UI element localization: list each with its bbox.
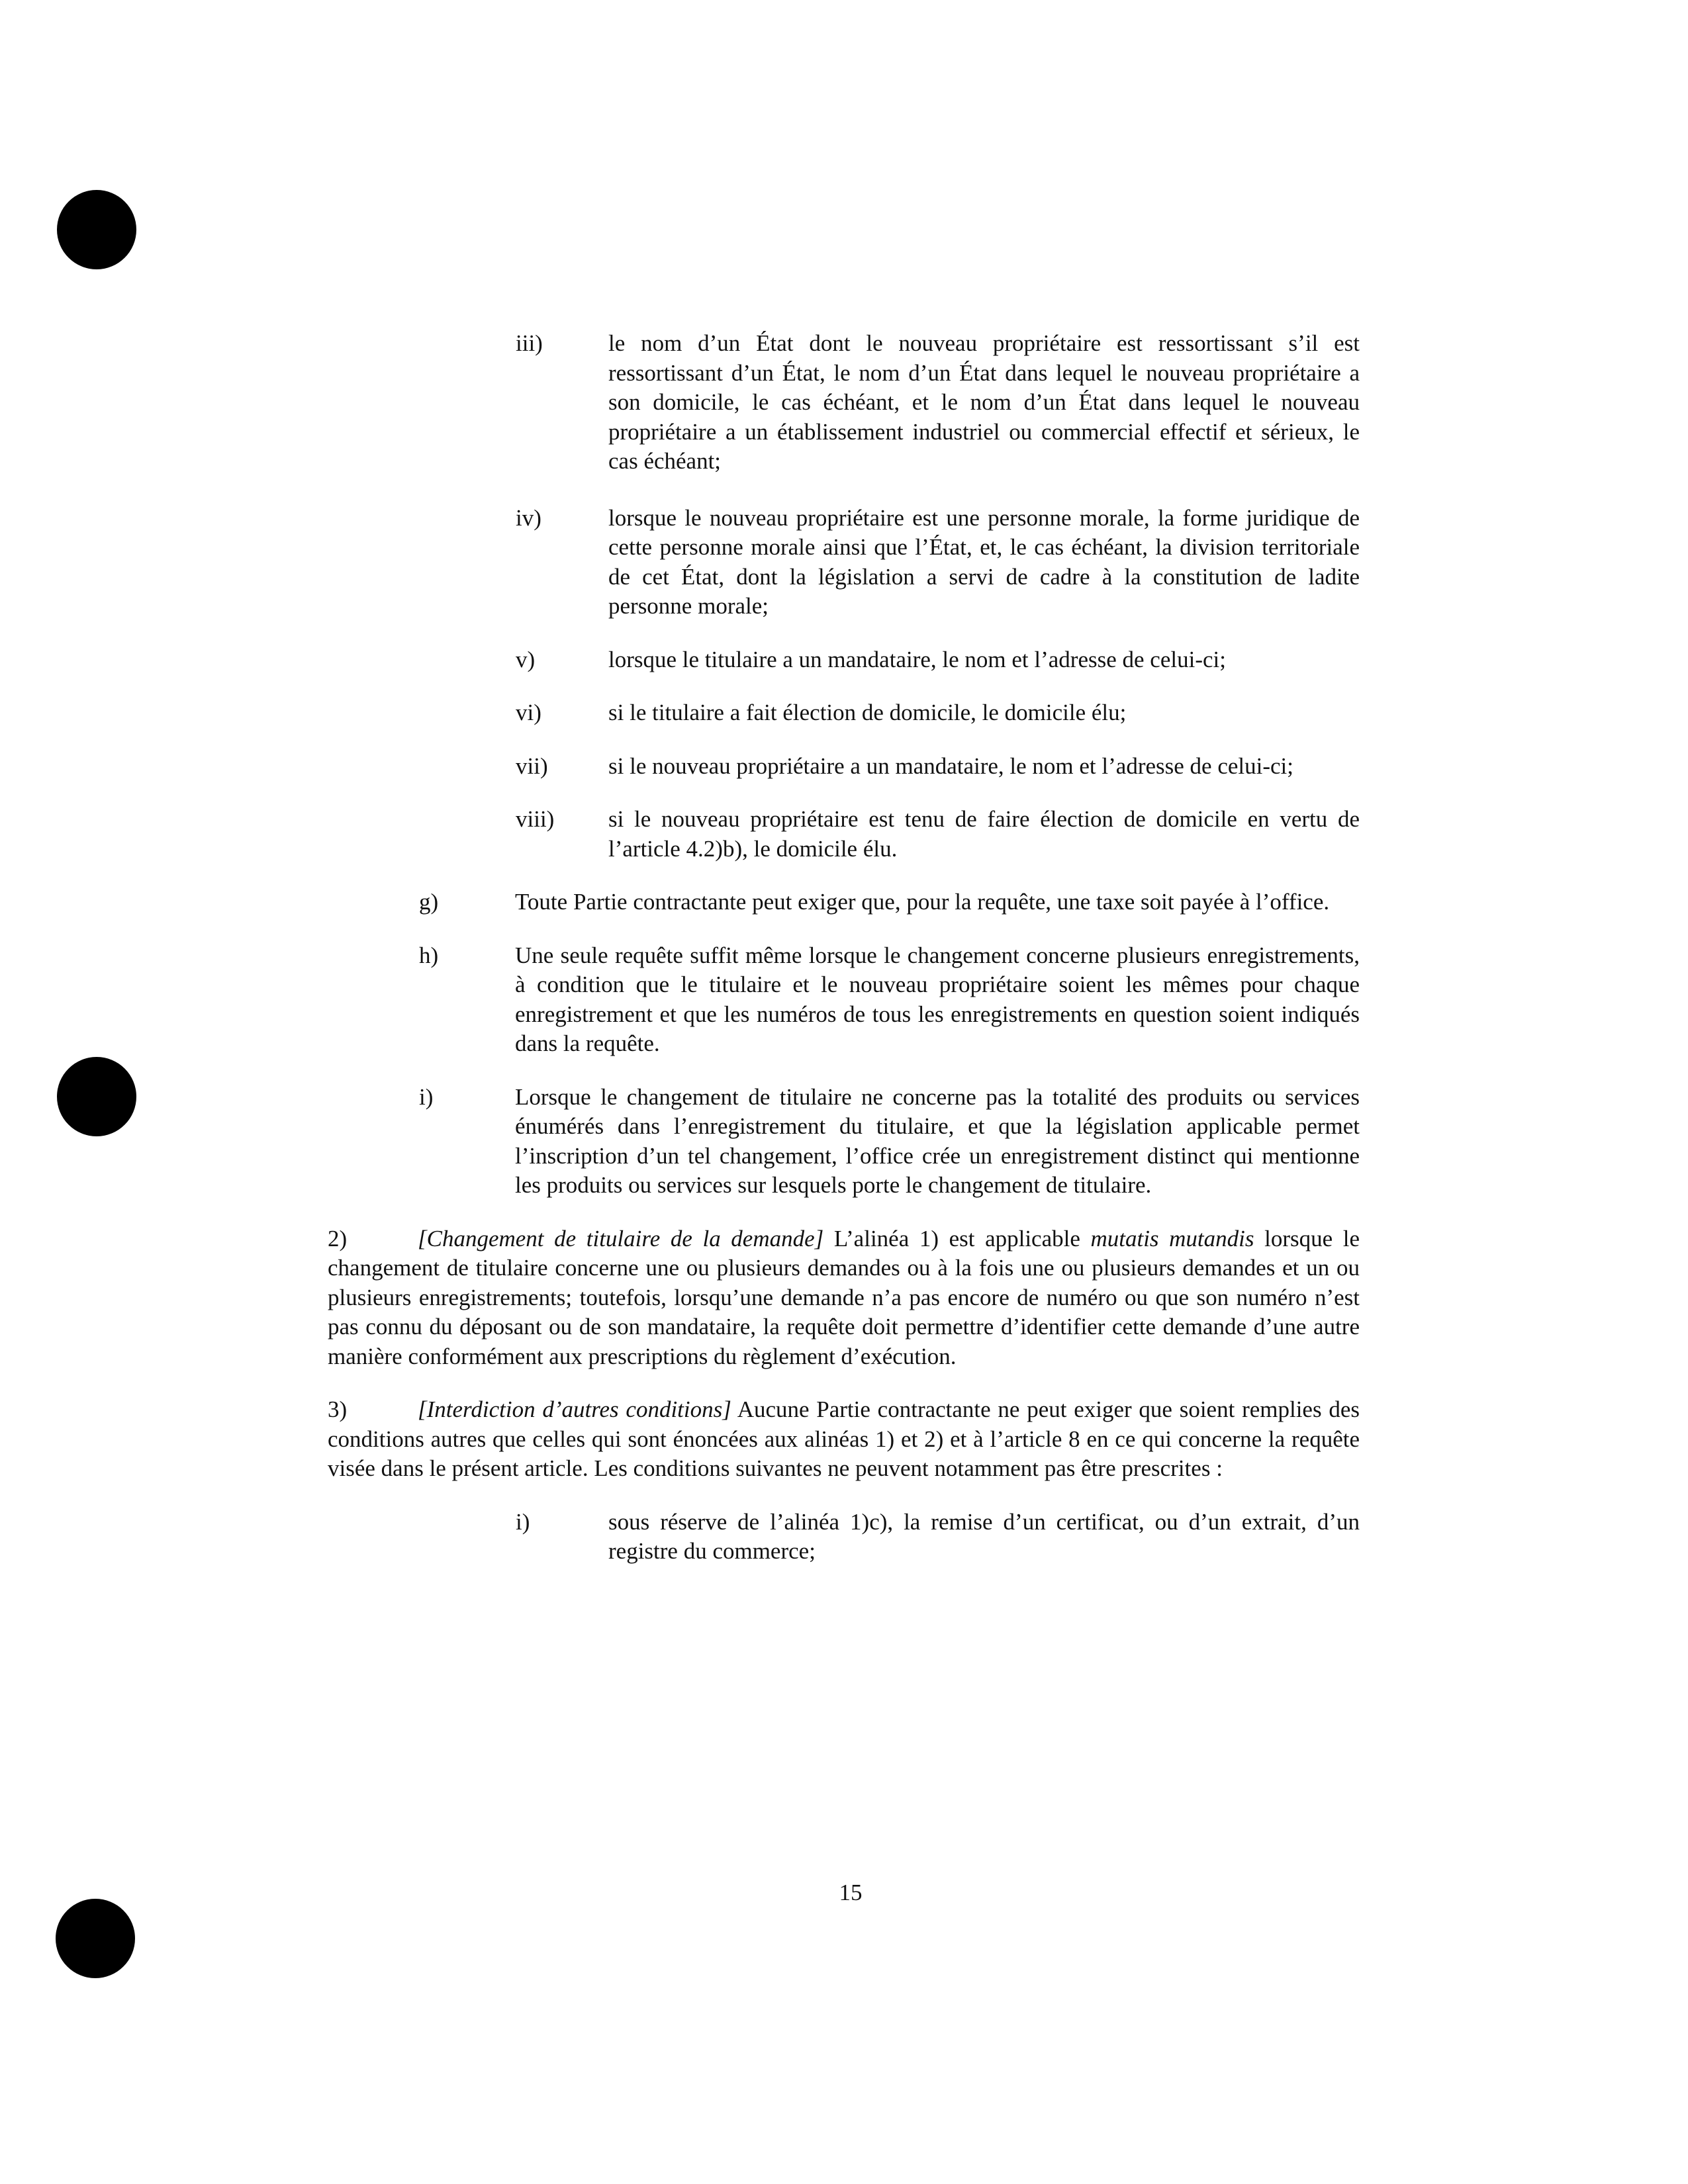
list-item-iv (516, 504, 1360, 621)
paragraph-2 (328, 1224, 1360, 1372)
paragraph-text: Aucune Partie contractante ne peut exiger que soient remplies des conditions autres que celles qui sont énoncées aux alinéas 1) et 2) et à l’article 8 en ce qui concerne la requête visée dans le présent article. Les conditions suivantes ne peuvent notamment pas être prescrites : (328, 1396, 1360, 1481)
item-label: i) (516, 1508, 530, 1535)
paragraph-text: L’alinéa 1) est applicable (823, 1225, 1091, 1251)
item-text: si le nouveau propriétaire a un mandataire, le nom et l’adresse de celui-ci; (608, 752, 1293, 779)
paragraph-heading: [Interdiction d’autres conditions] (418, 1396, 731, 1422)
list-item-i (419, 1083, 1360, 1201)
item-text: si le nouveau propriétaire est tenu de faire élection de domicile en vertu de l’article 4.2)b), le domicile élu. (608, 806, 1360, 862)
item-text: si le titulaire a fait élection de domicile, le domicile élu; (608, 700, 1127, 725)
item-text: lorsque le titulaire a un mandataire, le nom et l’adresse de celui-ci; (608, 646, 1226, 672)
list-item-iii (516, 329, 1360, 477)
list-item-vii (516, 752, 1360, 782)
item-label: iii) (516, 330, 543, 356)
paragraph-text: lorsque le changement de titulaire concerne une ou plusieurs demandes ou à la fois une ou plusieurs demandes et un ou plusieurs enregistrements; toutefois, lorsqu’une demande n’a pas encore de numéro ou que son numéro n’est pas connu du déposant ou de son mandataire, la requête doit permettre d’identifier cette demande d’une autre manière conformément aux prescriptions du règlement d’exécution. (328, 1225, 1360, 1369)
paragraph-number: 2) (328, 1225, 348, 1251)
list-item-v (516, 645, 1360, 675)
item-label: iv) (516, 504, 541, 531)
item-text: sous réserve de l’alinéa 1)c), la remise d’un certificat, ou d’un extrait, d’un registre du commerce; (608, 1508, 1360, 1564)
item-label: vii) (516, 752, 548, 779)
page-number: 15 (839, 1880, 863, 1905)
list-item-g (419, 887, 1360, 917)
paragraph-number: 3) (328, 1396, 348, 1422)
list-item-vi (516, 698, 1360, 728)
list-item-viii (516, 805, 1360, 864)
item-label: v) (516, 646, 536, 672)
paragraph-heading: [Changement de titulaire de la demande] (418, 1225, 824, 1251)
item-text: lorsque le nouveau propriétaire est une personne morale, la forme juridique de cette personne morale ainsi que l’État, et, le cas échéant, la division territoriale de cet État, dont la législation a servi de cadre à la constitution de ladite personne morale; (608, 504, 1360, 619)
list-item-h (419, 941, 1360, 1059)
item-label: viii) (516, 806, 555, 832)
punch-hole-bottom (56, 1899, 135, 1978)
list-item-i-sub (516, 1508, 1360, 1567)
item-label: i) (419, 1083, 434, 1110)
item-label: g) (419, 889, 439, 915)
paragraph-3 (328, 1395, 1360, 1484)
item-text: Lorsque le changement de titulaire ne concerne pas la totalité des produits ou services énumérés dans l’enregistrement du titulaire, et que la législation applicable permet l’inscription d’un tel changement, l’office crée un enregistrement distinct qui mentionne les produits ou services sur lesquels porte le changement de titulaire. (515, 1083, 1360, 1198)
item-label: h) (419, 942, 439, 968)
item-text: Une seule requête suffit même lorsque le changement concerne plusieurs enregistrements, à condition que le titulaire et le nouveau propriétaire soient les mêmes pour chaque enregistrement et que les numéros de tous les enregistrements en question soient indiqués dans la requête. (515, 942, 1360, 1056)
item-text: le nom d’un État dont le nouveau propriétaire est ressortissant s’il est ressortissant d’un État, le nom d’un État dans lequel le nouveau propriétaire a son domicile, le cas échéant, et le nom d’un État dans lequel le nouveau propriétaire a un établissement industriel ou commercial effectif et sérieux, le cas échéant; (608, 330, 1360, 474)
item-label: vi) (516, 700, 541, 725)
latin-phrase: mutatis mutandis (1090, 1225, 1254, 1251)
item-text: Toute Partie contractante peut exiger que, pour la requête, une taxe soit payée à l’office. (515, 889, 1330, 915)
